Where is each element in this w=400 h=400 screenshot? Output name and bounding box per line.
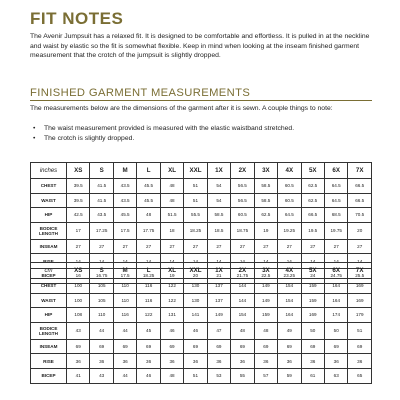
measurement-cell: 36 — [301, 354, 324, 369]
measurement-cell: 46 — [137, 368, 160, 383]
measurement-cell: 60.5 — [278, 179, 301, 194]
size-header: XL — [160, 263, 183, 279]
measurement-cell: 65 — [348, 368, 372, 383]
measurement-cell: 69 — [90, 339, 113, 354]
measurement-cell: 169 — [301, 308, 324, 323]
measurement-cell: 66.5 — [348, 179, 372, 194]
size-header: XXL — [184, 263, 207, 279]
measurement-cell: 19.5 — [301, 222, 324, 239]
measurement-cell: 25.5 — [348, 268, 372, 283]
measurement-cell: 36 — [348, 354, 372, 369]
measurement-cell: 110 — [90, 308, 113, 323]
size-header: 1X — [207, 263, 230, 279]
fit-notes-body: The Avenir Jumpsuit has a relaxed fit. It is designed to be comfortable and effortless. It is pulled in at the neckline and waist by elastic so the fit is somewhat flexible. Keep in mind when looking at the inseam finished garment measurement that the crotch of the jumpsuit is slightly dropped. — [30, 33, 370, 59]
measurement-cell: 159 — [254, 308, 277, 323]
measurement-cell: 122 — [160, 293, 183, 308]
measurement-cell: 51 — [184, 179, 207, 194]
measurement-cell: 64.5 — [324, 193, 347, 208]
measurement-cell: 36 — [254, 354, 277, 369]
measurement-cell: 59 — [278, 368, 301, 383]
measurement-cell: 69 — [137, 339, 160, 354]
measurement-cell: 45 — [137, 322, 160, 339]
measurement-cell: 47 — [207, 322, 230, 339]
size-header: 3X — [254, 163, 277, 179]
measurement-cell: 51 — [184, 368, 207, 383]
measurement-cell: 58.5 — [254, 179, 277, 194]
table-row — [31, 368, 372, 383]
measurement-cell: 48 — [254, 322, 277, 339]
measurement-cell: 51 — [348, 322, 372, 339]
row-label: INSEAM — [31, 239, 67, 254]
measurement-cell: 18.75 — [231, 222, 254, 239]
measurement-cell: 36 — [324, 354, 347, 369]
measurement-cell: 18 — [160, 222, 183, 239]
finished-measurements-intro: The measurements below are the dimensions of the garment after it is sewn. A couple things to note: — [30, 105, 333, 112]
measurement-cell: 57 — [254, 368, 277, 383]
measurement-cell: 27 — [324, 239, 347, 254]
measurement-cell: 14 — [324, 254, 347, 269]
size-header: 7X — [348, 163, 372, 179]
measurement-cell: 69 — [301, 339, 324, 354]
measurement-cell: 14 — [231, 254, 254, 269]
measurement-cell: 60.5 — [231, 208, 254, 223]
measurement-cell: 27 — [90, 239, 113, 254]
measurement-cell: 44 — [90, 322, 113, 339]
measurement-cell: 20 — [348, 222, 372, 239]
size-header: 1X — [207, 163, 230, 179]
measurement-cell: 14 — [160, 254, 183, 269]
measurement-cell: 36 — [137, 354, 160, 369]
size-header: XL — [160, 163, 183, 179]
measurement-cell: 43 — [90, 368, 113, 383]
size-header: XXL — [184, 163, 207, 179]
measurement-cell: 61 — [301, 368, 324, 383]
measurement-cell: 14 — [184, 254, 207, 269]
size-header: 6X — [324, 163, 347, 179]
measurement-cell: 19.75 — [324, 222, 347, 239]
measurement-cell: 17.25 — [90, 222, 113, 239]
measurement-cell: 17.5 — [113, 222, 136, 239]
measurement-cell: 17.5 — [113, 268, 136, 283]
unit-label: cm — [31, 263, 67, 279]
measurement-cell: 63 — [324, 368, 347, 383]
measurement-cell: 16 — [67, 268, 90, 283]
measurement-cell: 69 — [348, 339, 372, 354]
measurement-cell: 41.5 — [90, 193, 113, 208]
measurement-cell: 27 — [137, 239, 160, 254]
measurement-cell: 69 — [160, 339, 183, 354]
fit-notes-title: FIT NOTES — [30, 9, 124, 28]
size-header: 2X — [231, 263, 254, 279]
measurement-cell: 22.5 — [254, 268, 277, 283]
size-header: 6X — [324, 263, 347, 279]
size-header: 5X — [301, 263, 324, 279]
measurement-cell: 21 — [207, 268, 230, 283]
measurement-cell: 21.75 — [231, 268, 254, 283]
measurement-cell: 179 — [348, 308, 372, 323]
measurement-cell: 36 — [278, 354, 301, 369]
size-table-cm — [30, 262, 372, 384]
measurement-cell: 164 — [278, 308, 301, 323]
table-row — [31, 354, 372, 369]
measurement-cell: 53 — [207, 368, 230, 383]
measurement-cell: 45.5 — [137, 179, 160, 194]
measurement-cell: 27 — [184, 239, 207, 254]
measurement-cell: 68.5 — [324, 208, 347, 223]
measurement-cell: 14 — [207, 254, 230, 269]
measurement-cell: 64.5 — [278, 208, 301, 223]
measurement-cell: 43.5 — [113, 193, 136, 208]
measurement-cell: 144 — [231, 279, 254, 294]
measurement-cell: 43 — [67, 322, 90, 339]
measurement-cell: 19.25 — [278, 222, 301, 239]
measurement-cell: 55 — [231, 368, 254, 383]
size-header: L — [137, 163, 160, 179]
measurement-cell: 19 — [160, 268, 183, 283]
row-label: RISE — [31, 354, 67, 369]
measurement-cell: 27 — [254, 239, 277, 254]
measurement-cell: 105 — [90, 293, 113, 308]
measurement-cell: 39.5 — [67, 193, 90, 208]
unit-label: inches — [31, 163, 67, 179]
measurement-cell: 58.5 — [254, 193, 277, 208]
measurement-cell: 19 — [254, 222, 277, 239]
row-label: HIP — [31, 308, 67, 323]
measurement-cell: 55.5 — [184, 208, 207, 223]
measurement-cell: 36 — [67, 354, 90, 369]
row-label: WAIST — [31, 193, 67, 208]
measurement-cell: 174 — [324, 308, 347, 323]
measurement-cell: 48 — [137, 208, 160, 223]
measurement-cell: 50 — [324, 322, 347, 339]
size-header: S — [90, 163, 113, 179]
measurement-cell: 154 — [278, 293, 301, 308]
row-label: BODICE LENGTH — [31, 222, 67, 239]
measurement-cell: 49 — [278, 322, 301, 339]
measurement-cell: 141 — [184, 308, 207, 323]
measurement-cell: 116 — [137, 279, 160, 294]
measurement-cell: 58.5 — [207, 208, 230, 223]
measurement-cell: 42.5 — [67, 208, 90, 223]
measurement-cell: 122 — [137, 308, 160, 323]
measurement-cell: 62.5 — [254, 208, 277, 223]
size-header: 5X — [301, 163, 324, 179]
measurement-cell: 27 — [67, 239, 90, 254]
table-row — [31, 179, 372, 194]
measurement-cell: 27 — [113, 239, 136, 254]
measurement-cell: 27 — [278, 239, 301, 254]
table-row — [31, 308, 372, 323]
measurement-cell: 51.5 — [160, 208, 183, 223]
measurement-cell: 69 — [207, 339, 230, 354]
measurement-note: • The waist measurement provided is measured with the elastic waistband stretched. — [30, 124, 374, 134]
row-label: CHEST — [31, 279, 67, 294]
measurement-cell: 149 — [254, 279, 277, 294]
measurement-cell: 131 — [160, 308, 183, 323]
measurement-cell: 41 — [67, 368, 90, 383]
measurement-cell: 14 — [254, 254, 277, 269]
measurement-cell: 116 — [113, 308, 136, 323]
measurement-cell: 164 — [324, 293, 347, 308]
measurement-cell: 110 — [113, 293, 136, 308]
measurement-cell: 62.5 — [301, 193, 324, 208]
table-row — [31, 222, 372, 239]
measurement-cell: 69 — [67, 339, 90, 354]
table-row — [31, 208, 372, 223]
section-divider — [30, 100, 372, 101]
measurement-cell: 105 — [90, 279, 113, 294]
measurement-cell: 159 — [301, 293, 324, 308]
measurement-cell: 69 — [113, 339, 136, 354]
measurement-cell: 23.25 — [278, 268, 301, 283]
measurement-cell: 14 — [90, 254, 113, 269]
measurement-cell: 50 — [301, 322, 324, 339]
measurement-cell: 149 — [207, 308, 230, 323]
measurement-cell: 27 — [301, 239, 324, 254]
measurement-cell: 149 — [254, 293, 277, 308]
measurement-cell: 130 — [184, 293, 207, 308]
row-label: INSEAM — [31, 339, 67, 354]
size-header: 4X — [278, 263, 301, 279]
measurement-cell: 14 — [301, 254, 324, 269]
measurement-cell: 18.25 — [137, 268, 160, 283]
row-label: RISE — [31, 254, 67, 269]
measurement-cell: 100 — [67, 279, 90, 294]
size-header: 3X — [254, 263, 277, 279]
measurement-cell: 44 — [113, 368, 136, 383]
measurement-cell: 48 — [160, 368, 183, 383]
measurement-cell: 36 — [207, 354, 230, 369]
measurement-cell: 56.5 — [231, 193, 254, 208]
measurement-cell: 46 — [184, 322, 207, 339]
measurement-cell: 46 — [160, 322, 183, 339]
measurement-cell: 100 — [67, 293, 90, 308]
table-row — [31, 239, 372, 254]
measurement-cell: 56.5 — [231, 179, 254, 194]
measurement-cell: 20 — [184, 268, 207, 283]
size-header-row — [31, 163, 372, 179]
measurement-cell: 14 — [137, 254, 160, 269]
measurement-cell: 36 — [184, 354, 207, 369]
table-row — [31, 322, 372, 339]
measurement-cell: 69 — [231, 339, 254, 354]
measurement-cell: 24 — [301, 268, 324, 283]
measurement-cell: 48 — [231, 322, 254, 339]
measurement-cell: 60.5 — [278, 193, 301, 208]
measurement-cell: 39.5 — [67, 179, 90, 194]
measurement-cell: 116 — [137, 293, 160, 308]
row-label: HIP — [31, 208, 67, 223]
measurement-cell: 54 — [207, 193, 230, 208]
measurement-cell: 108 — [67, 308, 90, 323]
measurement-cell: 70.5 — [348, 208, 372, 223]
size-header: L — [137, 263, 160, 279]
measurement-cell: 154 — [231, 308, 254, 323]
row-label: BICEP — [31, 268, 67, 283]
measurement-cell: 122 — [160, 279, 183, 294]
size-header: M — [113, 163, 136, 179]
measurement-cell: 41.5 — [90, 179, 113, 194]
size-header: M — [113, 263, 136, 279]
measurement-cell: 137 — [207, 279, 230, 294]
measurement-cell: 54 — [207, 179, 230, 194]
measurement-cell: 169 — [348, 279, 372, 294]
measurement-cell: 43.5 — [113, 179, 136, 194]
measurement-cell: 154 — [278, 279, 301, 294]
measurement-cell: 69 — [254, 339, 277, 354]
measurement-cell: 66.5 — [348, 193, 372, 208]
row-label: BICEP — [31, 368, 67, 383]
measurement-cell: 137 — [207, 293, 230, 308]
row-label: CHEST — [31, 179, 67, 194]
size-header: 2X — [231, 163, 254, 179]
table-row — [31, 193, 372, 208]
measurement-cell: 159 — [301, 279, 324, 294]
measurement-cell: 48 — [160, 193, 183, 208]
measurement-cell: 17 — [67, 222, 90, 239]
row-label: WAIST — [31, 293, 67, 308]
measurement-cell: 44 — [113, 322, 136, 339]
measurement-cell: 69 — [184, 339, 207, 354]
size-header: 4X — [278, 163, 301, 179]
measurement-cell: 51 — [184, 193, 207, 208]
measurement-cell: 36 — [160, 354, 183, 369]
size-header-row — [31, 263, 372, 279]
measurement-cell: 144 — [231, 293, 254, 308]
measurement-cell: 14 — [113, 254, 136, 269]
measurement-cell: 27 — [160, 239, 183, 254]
finished-measurements-title: FINISHED GARMENT MEASUREMENTS — [30, 87, 251, 99]
size-header: XS — [67, 263, 90, 279]
measurement-cell: 16.75 — [90, 268, 113, 283]
measurement-cell: 66.5 — [301, 208, 324, 223]
measurement-cell: 27 — [231, 239, 254, 254]
measurement-cell: 164 — [324, 279, 347, 294]
measurement-cell: 18.25 — [184, 222, 207, 239]
measurement-cell: 24.75 — [324, 268, 347, 283]
measurement-note: • The crotch is slightly dropped. — [30, 134, 374, 144]
measurement-cell: 36 — [90, 354, 113, 369]
measurement-cell: 169 — [348, 293, 372, 308]
table-row — [31, 279, 372, 294]
measurement-cell: 27 — [348, 239, 372, 254]
size-header: S — [90, 263, 113, 279]
measurement-cell: 36 — [231, 354, 254, 369]
measurement-cell: 45.5 — [137, 193, 160, 208]
measurement-cell: 64.5 — [324, 179, 347, 194]
size-header: 7X — [348, 263, 372, 279]
table-row — [31, 293, 372, 308]
measurement-cell: 14 — [278, 254, 301, 269]
measurement-cell: 48 — [160, 179, 183, 194]
measurement-cell: 18.5 — [207, 222, 230, 239]
measurement-cell: 130 — [184, 279, 207, 294]
measurement-cell: 43.5 — [90, 208, 113, 223]
measurement-cell: 69 — [278, 339, 301, 354]
measurement-cell: 45.5 — [113, 208, 136, 223]
measurement-cell: 14 — [67, 254, 90, 269]
row-label: BODICE LENGTH — [31, 322, 67, 339]
size-header: XS — [67, 163, 90, 179]
measurement-cell: 36 — [113, 354, 136, 369]
measurement-notes-list — [30, 124, 374, 143]
table-row — [31, 339, 372, 354]
measurement-cell: 27 — [207, 239, 230, 254]
measurement-cell: 17.75 — [137, 222, 160, 239]
measurement-cell: 14 — [348, 254, 372, 269]
measurement-cell: 69 — [324, 339, 347, 354]
measurement-cell: 62.5 — [301, 179, 324, 194]
measurement-cell: 110 — [113, 279, 136, 294]
